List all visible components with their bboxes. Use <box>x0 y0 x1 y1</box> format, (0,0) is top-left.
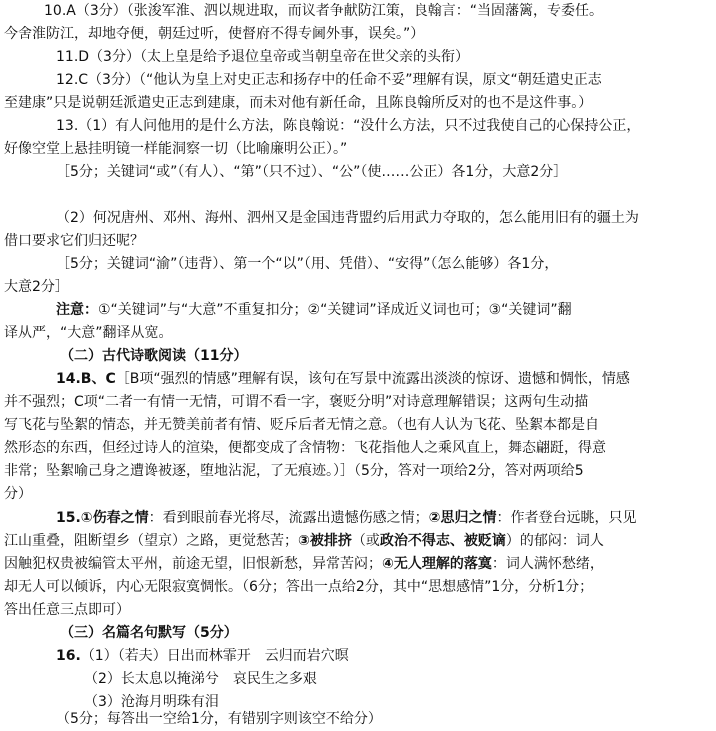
note-line-2: 译从严，“大意”翻译从宽。 <box>4 325 173 341</box>
q10-line-2: 今舍淮防江，却地夺便，朝廷过听，使督府不得专阃外事，误矣。”） <box>4 26 425 42</box>
q13-1-line-1: 13.（1）有人问他用的是什么方法，陈良翰说：“没什么方法，只不过我使自己的心保持公正， <box>56 118 641 134</box>
q15-line-4: 却无人可以倾诉，内心无限寂寞惆怅。（6分；答出一点给2分，其中“思想感情”1分，分析1分； <box>4 579 594 595</box>
section-ancient-poetry-heading: （二）古代诗歌阅读（11分） <box>60 348 248 364</box>
q14-line-3: 写飞花与坠絮的情态，并无赞美前者有情、贬斥后者无情之意。（也有人认为飞花、坠絮本都是自 <box>4 417 599 433</box>
q16-line-2: （2）长太息以掩涕兮 哀民生之多艰 <box>84 671 317 687</box>
q14-line-1: 14.B、C［B项“强烈的情感”理解有误，该句在写景中流露出淡淡的惊讶、遗憾和惆怅，情感 <box>56 371 630 387</box>
q10-line-1: 10.A（3分）（张浚军淮、泗以规进取，而议者争献防江策，良翰言：“当固藩篱，专委任。 <box>44 3 603 19</box>
q13-2-scoring-2: 大意2分］ <box>4 279 69 295</box>
q11-line: 11.D（3分）（太上皇是给予退位皇帝或当朝皇帝在世父亲的头衔） <box>56 49 469 65</box>
q15-line-3: 因触犯权贵被编管太平州，前途无望，旧恨新愁，异常苦闷；④无人理解的落寞：词人满怀愁绪， <box>4 556 604 572</box>
q15-line-1: 15.①伤春之情：看到眼前春光将尽，流露出遗憾伤感之情；②思归之情：作者登台远眺，只见 <box>56 510 637 526</box>
q14-line-5: 非常；坠絮喻己身之遭谗被逐，堕地沾泥，了无痕迹。）］（5分，答对一项给2分，答对两项给5 <box>4 463 584 479</box>
q13-1-line-2: 好像空堂上悬挂明镜一样能洞察一切（比喻廉明公正）。” <box>4 141 348 157</box>
q12-line-1: 12.C（3分）（“他认为皇上对史正志和扬存中的任命不妥”理解有误，原文“朝廷遣史正志 <box>56 72 602 88</box>
section-dictation-heading: （三）名篇名句默写（5分） <box>60 625 238 641</box>
note-line-1: 注意：①“关键词”与“大意”不重复扣分；②“关键词”译成近义词也可；③“关键词”翻 <box>56 302 572 318</box>
q14-line-6: 分） <box>4 486 32 502</box>
q16-line-3: （3）沧海月明珠有泪 <box>84 694 219 710</box>
q13-2-scoring-1: ［5分；关键词“渝”（违背）、第一个“以”（用、凭借）、“安得”（怎么能够）各1分， <box>56 256 559 272</box>
q15-line-5: 答出任意三点即可） <box>4 602 130 618</box>
q13-1-scoring: ［5分；关键词“或”（有人）、“第”（只不过）、“公”（使……公正）各1分，大意2分］ <box>56 164 568 180</box>
q15-line-2: 江山重叠，阻断望乡（望京）之路，更觉愁苦；③被排挤（或政治不得志、被贬谪）的郁闷：词人 <box>4 533 604 549</box>
q14-line-2: 并不强烈；C项“二者一有情一无情，可谓不看一字，褒贬分明”对诗意理解错误；这两句生动描 <box>4 394 589 410</box>
q13-2-line-1: （2）何况唐州、邓州、海州、泗州又是金国违背盟约后用武力夺取的，怎么能用旧有的疆土为 <box>56 210 639 226</box>
q12-line-2: 至建康”只是说朝廷派遣史正志到建康，而未对他有新任命，且陈良翰所反对的也不是这件事。） <box>4 95 593 111</box>
q16-scoring: （5分；每答出一空给1分，有错别字则该空不给分） <box>56 711 382 727</box>
q14-line-4: 然形态的东西，但经过诗人的渲染，便都变成了含情物：飞花指他人之乘风直上，舞态翩跹，得意 <box>4 440 606 456</box>
q16-line-1: 16.（1）（若夫）日出而林霏开 云归而岩穴暝 <box>56 648 349 664</box>
q13-2-line-2: 借口要求它们归还呢？ <box>4 233 144 249</box>
